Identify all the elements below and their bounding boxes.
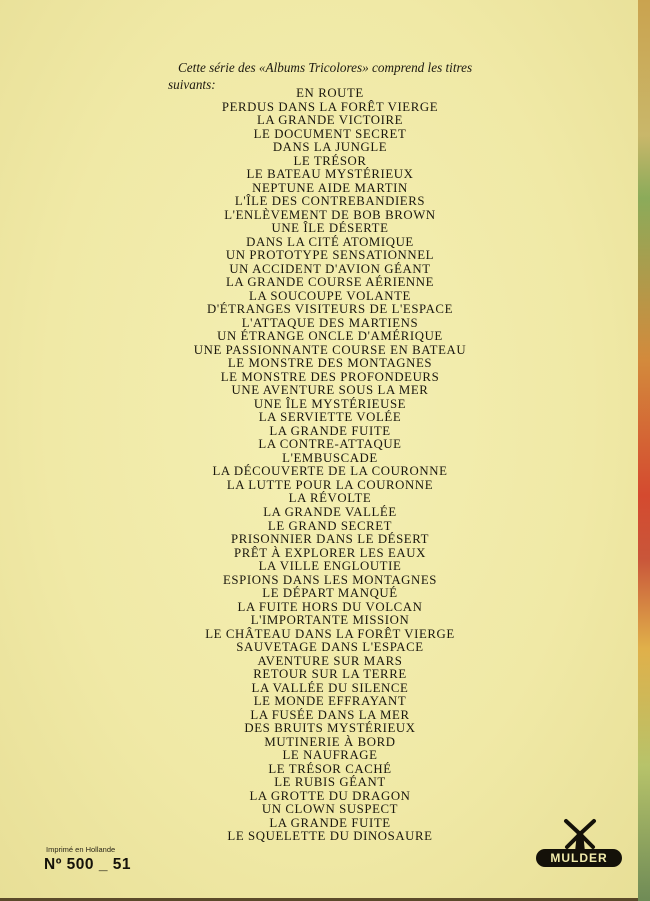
title-item: L'ENLÈVEMENT DE BOB BROWN [224, 207, 436, 222]
title-item: AVENTURE SUR MARS [257, 653, 403, 668]
title-item: UN CLOWN SUSPECT [261, 802, 399, 817]
title-item: LA VILLE ENGLOUTIE [258, 559, 402, 574]
title-item: L'ÎLE DES CONTREBANDIERS [234, 194, 426, 209]
spine-edge [638, 0, 650, 901]
catalog-number: Nº 500 _ 51 [44, 856, 131, 873]
title-item: UNE ÎLE DÉSERTE [271, 221, 389, 236]
title-item: LE SQUELETTE DU DINOSAURE [227, 829, 433, 844]
title-item: EN ROUTE [296, 86, 364, 100]
title-item: LE TRÉSOR CACHÉ [268, 761, 392, 776]
title-item: LE NAUFRAGE [282, 748, 378, 763]
title-item: LA GRANDE FUITE [269, 815, 391, 830]
title-item: SAUVETAGE DANS L'ESPACE [236, 640, 424, 655]
title-item: LA GROTTE DU DRAGON [249, 788, 411, 803]
title-item: LA GRANDE COURSE AÉRIENNE [225, 275, 435, 290]
title-item: LA GRANDE FUITE [269, 423, 391, 438]
title-item: LA DÉCOUVERTE DE LA COURONNE [212, 464, 448, 479]
title-item: UNE AVENTURE SOUS LA MER [231, 383, 429, 398]
title-item: LA GRANDE VALLÉE [263, 504, 397, 519]
title-item: LE DÉPART MANQUÉ [262, 586, 398, 601]
title-item: LE RUBIS GÉANT [274, 775, 386, 790]
title-item: L'ATTAQUE DES MARTIENS [241, 315, 419, 330]
title-item: MUTINERIE À BORD [264, 734, 396, 749]
title-item: LA FUITE HORS DU VOLCAN [237, 599, 423, 614]
title-item: LA VALLÉE DU SILENCE [251, 680, 409, 695]
publisher-logo [534, 818, 624, 870]
title-item: LA SOUCOUPE VOLANTE [249, 288, 411, 303]
series-intro: Cette série des «Albums Tricolores» comprend les titres suivants: [168, 60, 473, 93]
windmill-icon [560, 818, 600, 852]
title-item: UN ÉTRANGE ONCLE D'AMÉRIQUE [217, 329, 443, 344]
title-item: UNE ÎLE MYSTÉRIEUSE [253, 396, 407, 411]
printed-in-label: Imprimé en Hollande [46, 845, 116, 854]
title-item: LA LUTTE POUR LA COURONNE [226, 477, 434, 492]
title-item: LE DOCUMENT SECRET [253, 126, 407, 141]
title-item: LE MONSTRE DES PROFONDEURS [220, 369, 440, 384]
title-item: LE CHÂTEAU DANS LA FORÊT VIERGE [205, 626, 455, 641]
title-item: LE MONSTRE DES MONTAGNES [227, 356, 433, 371]
title-item: ESPIONS DANS LES MONTAGNES [222, 572, 437, 587]
title-item: UN ACCIDENT D'AVION GÉANT [229, 261, 431, 276]
title-item: DES BRUITS MYSTÉRIEUX [244, 721, 416, 736]
title-item: PRÊT À EXPLORER LES EAUX [234, 545, 426, 560]
title-item: LA CONTRE-ATTAQUE [258, 437, 402, 452]
title-item: LA GRANDE VICTOIRE [256, 113, 404, 128]
title-item: LA SERVIETTE VOLÉE [258, 410, 402, 425]
title-item: LE TRÉSOR [293, 153, 367, 168]
title-item: LA RÉVOLTE [288, 491, 372, 506]
title-item: L'EMBUSCADE [282, 450, 378, 465]
title-item: RETOUR SUR LA TERRE [253, 667, 407, 682]
title-item: L'IMPORTANTE MISSION [250, 613, 410, 628]
title-item: DANS LA JUNGLE [272, 140, 388, 155]
publisher-name: MULDER [536, 849, 622, 867]
title-item: PRISONNIER DANS LE DÉSERT [230, 532, 430, 547]
title-item: LE BATEAU MYSTÉRIEUX [246, 167, 414, 182]
title-item: LE GRAND SECRET [267, 518, 393, 533]
title-item: UN PROTOTYPE SENSATIONNEL [225, 248, 435, 263]
title-item: LA FUSÉE DANS LA MER [250, 707, 410, 722]
title-list [160, 87, 500, 844]
title-item: D'ÉTRANGES VISITEURS DE L'ESPACE [206, 302, 453, 317]
title-item: LE MONDE EFFRAYANT [253, 694, 407, 709]
title-item: UNE PASSIONNANTE COURSE EN BATEAU [193, 342, 467, 357]
title-item: PERDUS DANS LA FORÊT VIERGE [221, 99, 439, 114]
title-item: DANS LA CITÉ ATOMIQUE [246, 234, 414, 249]
title-item: NEPTUNE AIDE MARTIN [252, 180, 408, 195]
